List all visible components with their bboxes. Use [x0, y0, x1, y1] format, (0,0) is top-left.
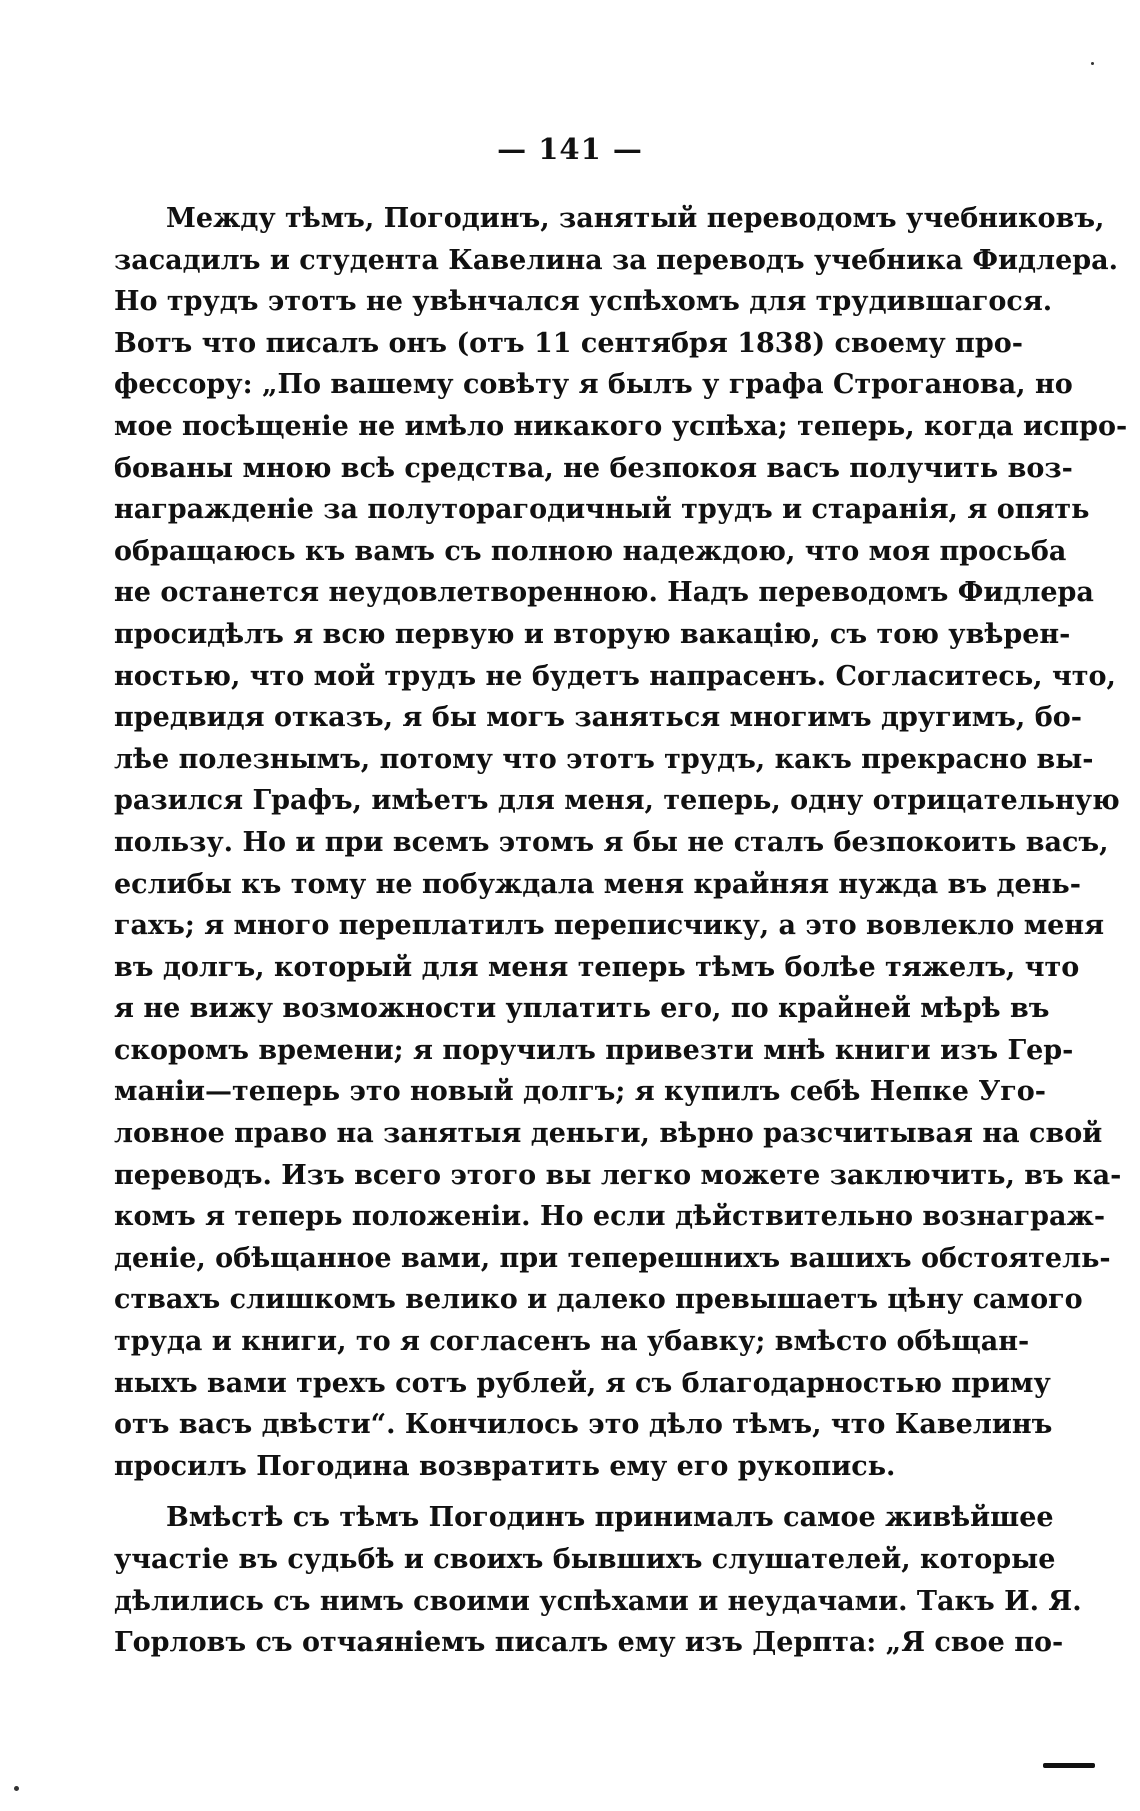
- text-line: предвидя отказъ, я бы могъ заняться многимъ другимъ, бо-: [114, 702, 1082, 734]
- text-line: дѣлились съ нимъ своими успѣхами и неудачами. Такъ И. Я.: [114, 1585, 1082, 1617]
- text-line: скоромъ времени; я поручилъ привезти мнѣ книги изъ Гер-: [114, 1034, 1074, 1066]
- text-line: переводъ. Изъ всего этого вы легко можете заключить, въ ка-: [114, 1159, 1122, 1191]
- text-line: бованы мною всѣ средства, не безпокоя васъ получить воз-: [114, 452, 1073, 484]
- paragraph-gap: [114, 1487, 964, 1497]
- text-line: фессору: „По вашему совѣту я былъ у графа Строганова, но: [114, 369, 1073, 401]
- text-line: засадилъ и студента Кавелина за переводъ учебника Фидлера.: [114, 244, 1119, 276]
- text-line: мое посѣщеніе не имѣло никакого успѣха; теперь, когда испро-: [114, 410, 1128, 442]
- text-line: маніи—теперь это новый долгъ; я купилъ себѣ Непке Уго-: [114, 1076, 1046, 1108]
- text-line: деніе, обѣщанное вами, при теперешнихъ вашихъ обстоятель-: [114, 1242, 1111, 1274]
- text-line: труда и книги, то я согласенъ на убавку; вмѣсто обѣщан-: [114, 1326, 1030, 1358]
- text-line: Вмѣстѣ съ тѣмъ Погодинъ принималъ самое живѣйшее: [166, 1502, 1054, 1534]
- text-line: ловное право на занятыя деньги, вѣрно разсчитывая на свой: [114, 1118, 1103, 1150]
- text-line: ствахъ слишкомъ велико и далеко превышаетъ цѣну самого: [114, 1284, 1083, 1316]
- text-line: комъ я теперь положеніи. Но если дѣйствительно вознаграж-: [114, 1201, 1106, 1233]
- text-line: отъ васъ двѣсти“. Кончилось это дѣло тѣмъ, что Кавелинъ: [114, 1409, 1053, 1441]
- text-line: ныхъ вами трехъ сотъ рублей, я съ благодарностью приму: [114, 1367, 1051, 1399]
- scan-speck: [14, 1786, 19, 1791]
- text-line: пользу. Но и при всемъ этомъ я бы не сталъ безпокоить васъ,: [114, 826, 1109, 858]
- paragraph: [114, 1497, 1082, 1663]
- text-line: награжденіе за полуторагодичный трудъ и старанія, я опять: [114, 494, 1090, 526]
- scan-speck: [1091, 62, 1094, 65]
- text-line: Между тѣмъ, Погодинъ, занятый переводомъ учебниковъ,: [166, 203, 1105, 234]
- text-line: еслибы къ тому не побуждала меня крайняя нужда въ день-: [114, 868, 1081, 900]
- text-line: ностью, что мой трудъ не будетъ напрасенъ. Согласитесь, что,: [114, 660, 1116, 692]
- text-line: разился Графъ, имѣетъ для меня, теперь, одну отрицательную: [114, 785, 1120, 817]
- body-text: [114, 198, 1128, 1664]
- text-line: Но трудъ этотъ не увѣнчался успѣхомъ для трудившагося.: [114, 286, 1053, 318]
- text-line: Горловъ съ отчаяніемъ писалъ ему изъ Дерпта: „Я свое по-: [114, 1627, 1064, 1659]
- text-line: въ долгъ, который для меня теперь тѣмъ болѣе тяжелъ, что: [114, 951, 1080, 983]
- paragraph: [114, 198, 1128, 1487]
- page-number: — 141 —: [497, 132, 643, 166]
- text-line: не останется неудовлетворенною. Надъ переводомъ Фидлера: [114, 577, 1094, 609]
- text-line: участіе въ судьбѣ и своихъ бывшихъ слушателей, которые: [114, 1544, 1056, 1575]
- text-line: обращаюсь къ вамъ съ полною надеждою, что моя просьба: [114, 535, 1067, 567]
- text-line: я не вижу возможности уплатить его, по крайней мѣрѣ въ: [114, 993, 1050, 1025]
- text-line: просилъ Погодина возвратить ему его рукопись.: [114, 1450, 896, 1482]
- text-line: просидѣлъ я всю первую и вторую вакацію, съ тою увѣрен-: [114, 618, 1071, 650]
- text-line: гахъ; я много переплатилъ переписчику, а это вовлекло меня: [114, 910, 1105, 942]
- text-line: Вотъ что писалъ онъ (отъ 11 сентября 1838) своему про-: [114, 327, 1023, 359]
- printer-dash-mark: [1043, 1763, 1095, 1768]
- text-line: лѣе полезнымъ, потому что этотъ трудъ, какъ прекрасно вы-: [114, 743, 1094, 775]
